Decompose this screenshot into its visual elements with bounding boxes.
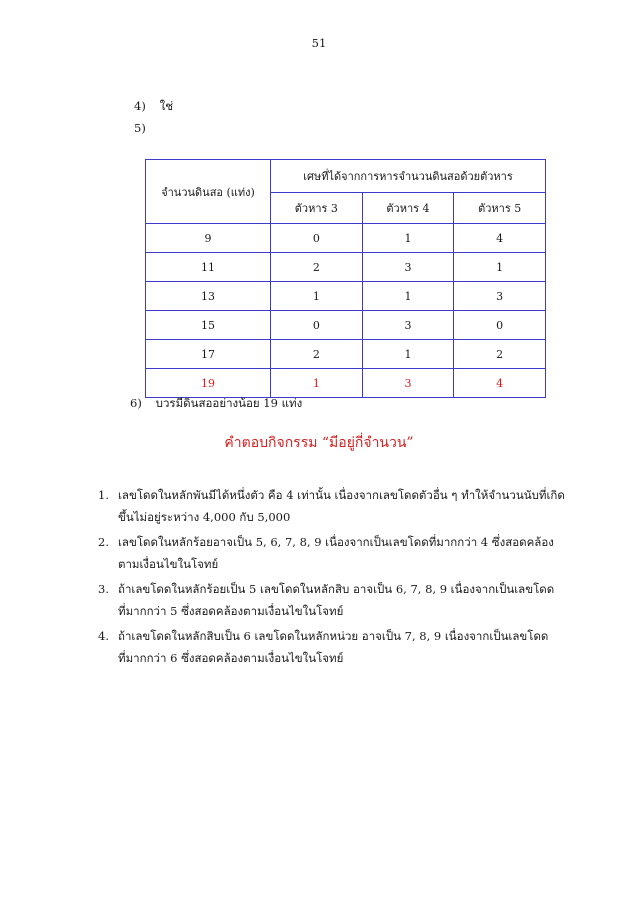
table-cell: 1 (362, 224, 454, 253)
answer-number: 1. (98, 488, 109, 502)
table-cell: 13 (146, 282, 271, 311)
table-cell: 2 (271, 253, 363, 282)
answer-list (98, 484, 568, 672)
table-row (146, 224, 546, 253)
table-cell: 1 (362, 340, 454, 369)
table-cell: 3 (362, 311, 454, 340)
table-cell: 1 (271, 282, 363, 311)
table-cell: 4 (454, 224, 546, 253)
table-cell: 0 (271, 224, 363, 253)
answer-item (98, 531, 568, 575)
table-cell: 17 (146, 340, 271, 369)
table-row (146, 311, 546, 340)
table-row (146, 253, 546, 282)
list-item-number: 6) (130, 396, 142, 410)
table-cell: 3 (454, 282, 546, 311)
answer-item (98, 484, 568, 528)
table-row (146, 340, 546, 369)
answer-text: ถ้าเลขโดดในหลักสิบเป็น 6 เลขโดดในหลักหน่วย อาจเป็น 7, 8, 9 เนื่องจากเป็นเลขโดดที่มากกว่า 6 ซึ่งสอดคล้องตามเงื่อนไขในโจทย์ (118, 629, 549, 665)
answer-number: 3. (98, 582, 109, 596)
table-cell: 19 (146, 369, 271, 398)
table-group-header: เศษที่ได้จากการหารจำนวนดินสอด้วยตัวหาร (271, 160, 546, 193)
list-item-5 (134, 121, 156, 135)
answer-item (98, 578, 568, 622)
table-cell: 1 (362, 282, 454, 311)
remainder-table (145, 159, 546, 398)
answer-item (98, 625, 568, 669)
list-item-text: ใช่ (159, 99, 174, 113)
divisor-header-5: ตัวหาร 5 (454, 192, 546, 224)
table-cell: 2 (454, 340, 546, 369)
divisor-header-4: ตัวหาร 4 (362, 192, 454, 224)
list-item-6 (130, 395, 302, 413)
table-cell: 9 (146, 224, 271, 253)
answer-number: 4. (98, 629, 109, 643)
section-title: คำตอบกิจกรรม “มีอยู่กี่จำนวน” (224, 435, 414, 451)
table-cell: 11 (146, 253, 271, 282)
answer-number: 2. (98, 535, 109, 549)
list-item-text: บวรมีดินสออย่างน้อย 19 แท่ง (155, 396, 303, 410)
table-cell: 0 (271, 311, 363, 340)
answer-text: ถ้าเลขโดดในหลักร้อยเป็น 5 เลขโดดในหลักสิบ อาจเป็น 6, 7, 8, 9 เนื่องจากเป็นเลขโดดที่มากกว่า 5 ซึ่งสอดคล้องตามเงื่อนไขในโจทย์ (118, 582, 555, 618)
divisor-header-3: ตัวหาร 3 (271, 192, 363, 224)
answer-text: เลขโดดในหลักร้อยอาจเป็น 5, 6, 7, 8, 9 เนื่องจากเป็นเลขโดดที่มากกว่า 4 ซึ่งสอดคล้องตามเงื่อนไขในโจทย์ (118, 535, 554, 571)
table-cell: 3 (362, 369, 454, 398)
list-item-4 (134, 98, 173, 116)
page-number: 51 (311, 36, 327, 50)
table-row-header: จำนวนดินสอ (แท่ง) (146, 160, 271, 224)
answer-text: เลขโดดในหลักพันมีได้หนึ่งตัว คือ 4 เท่านั้น เนื่องจากเลขโดดตัวอื่น ๆ ทำให้จำนวนนับที่เกิดขึ้นไม่อยู่ระหว่าง 4,000 กับ 5,000 (118, 488, 565, 524)
table-row-highlighted (146, 369, 546, 398)
table-cell: 0 (454, 311, 546, 340)
table-cell: 1 (454, 253, 546, 282)
table-row (146, 282, 546, 311)
table-cell: 15 (146, 311, 271, 340)
table-cell: 2 (271, 340, 363, 369)
list-item-number: 5) (134, 121, 146, 135)
list-item-number: 4) (134, 99, 146, 113)
table-cell: 3 (362, 253, 454, 282)
table-cell: 1 (271, 369, 363, 398)
table-cell: 4 (454, 369, 546, 398)
